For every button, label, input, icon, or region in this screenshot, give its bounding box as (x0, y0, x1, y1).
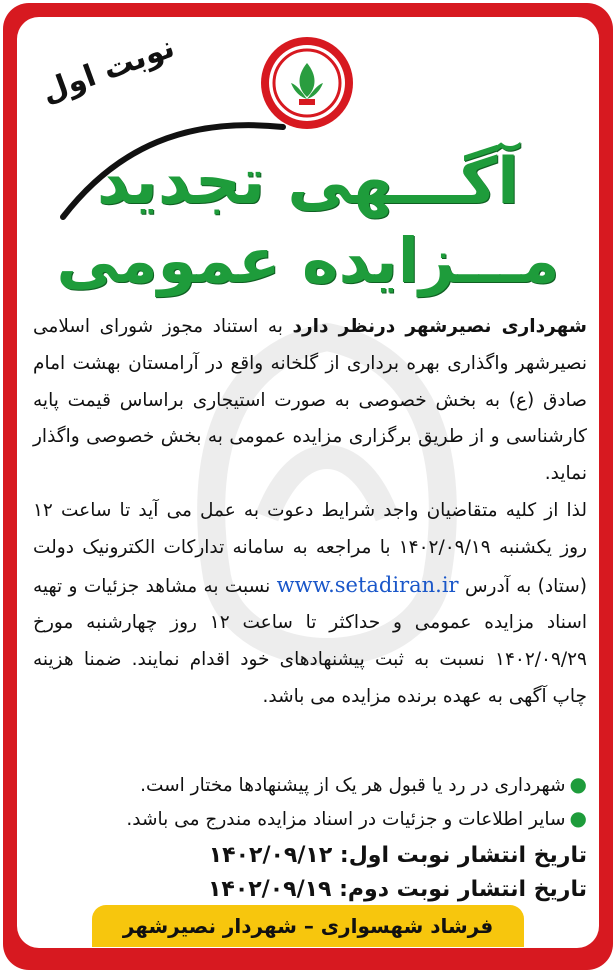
paragraph-1 (33, 309, 587, 493)
bullet-item-1: ●شهرداری در رد یا قبول هر یک از پیشنهادها مختار است. (140, 772, 587, 796)
mayor-signature-bar: فرشاد شهسواری – شهردار نصیرشهر (92, 905, 524, 947)
bullet-dot-icon: ● (569, 806, 587, 830)
lead-bold: شهرداری نصیرشهر درنظر دارد (292, 316, 587, 337)
lead-rest: به استناد مجوز شورای اسلامی نصیرشهر واگذاری بهره برداری از گلخانه واقع در آرامستان بهشت امام صادق (ع) به بخش خصوصی به صورت استیجاری براساس قیمت پایه کارشناسی و از طریق برگزاری مزایده عمومی به بخش خصوصی واگذار نماید. (33, 316, 587, 485)
notice-body (33, 309, 587, 716)
para2-before-url: لذا از کلیه متقاضیان واجد شرایط دعوت به عمل می آید تا ساعت ۱۲ روز یکشنبه ۱۴۰۲/۰۹/۱۹ با مراجعه به سامانه تدارکات الکترونیک دولت (ستاد) به آدرس (33, 499, 588, 597)
first-publish-date: تاریخ انتشار نوبت اول: ۱۴۰۲/۰۹/۱۲ (208, 843, 587, 868)
bullet-item-2: ●سایر اطلاعات و جزئیات در اسناد مزایده مندرج می باشد. (126, 806, 587, 830)
para2-after-url: نسبت به مشاهد جزئیات و تهیه اسناد مزایده عمومی و حداکثر تا ساعت ۱۲ روز چهارشنبه مورخ ۱۴۰۲/۰۹/۲۹ نسبت به ثبت پیشنهادهای خود اقدام نمایند. ضمنا هزینه چاپ آگهی به عهده برنده مزایده می باشد. (33, 575, 587, 707)
bullet-dot-icon: ● (569, 772, 587, 796)
red-frame (3, 3, 613, 970)
notice-panel (17, 17, 599, 948)
second-publish-date: تاریخ انتشار نوبت دوم: ۱۴۰۲/۰۹/۱۹ (207, 877, 587, 902)
round-label: نوبت اول (37, 29, 180, 110)
title-line-1: آگـــهی تجدید (96, 145, 520, 219)
setadiran-link[interactable]: www.setadiran.ir (276, 572, 459, 597)
title-line-2: مـــزایده عمومی (56, 224, 560, 297)
paragraph-2 (33, 493, 587, 716)
